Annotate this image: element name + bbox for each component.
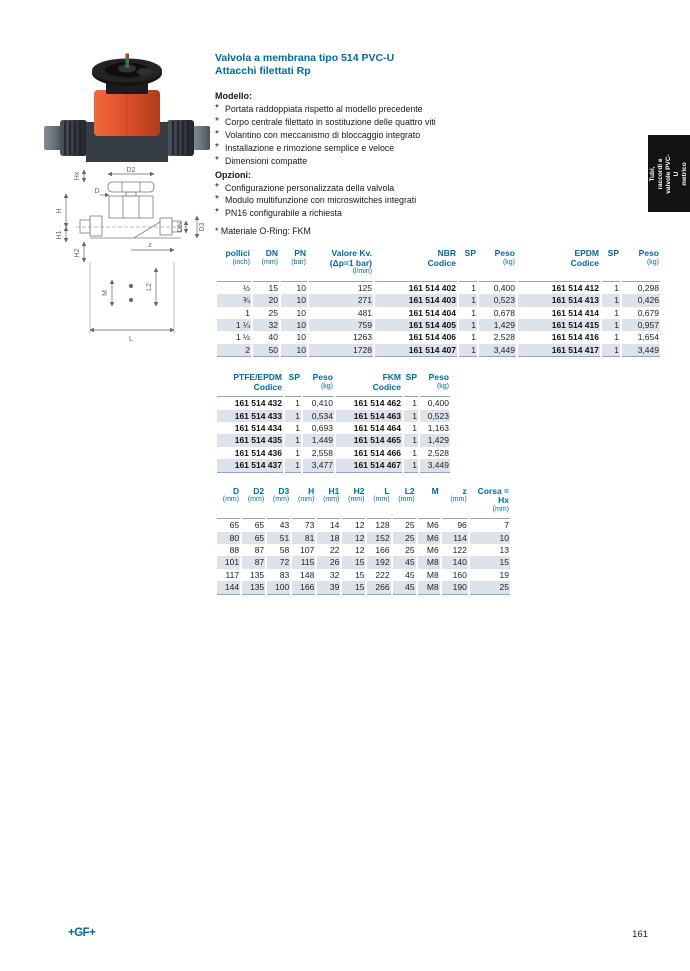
table-cell: 1728 xyxy=(309,344,373,357)
column-header: NBR Codice xyxy=(375,249,457,282)
table-cell: 161 514 402 xyxy=(408,282,456,293)
table-cell: M8 xyxy=(418,556,440,568)
table-cell: 0,400 xyxy=(493,282,515,293)
bullet-glyph: * xyxy=(215,207,219,219)
table-cell: 0,679 xyxy=(637,307,659,318)
table-cell: 0,523 xyxy=(420,410,450,422)
table-row xyxy=(217,581,510,594)
table-cell: 87 xyxy=(254,544,265,555)
table-row xyxy=(217,544,510,556)
table-row xyxy=(217,319,660,331)
table-cell: 161 514 415 xyxy=(518,319,600,331)
table-cell: 3,449 xyxy=(622,344,660,357)
table-cell: 148 xyxy=(300,569,315,580)
table-cell: 19 xyxy=(499,569,509,580)
bullet-text: Configurazione personalizzata della valvola xyxy=(225,182,395,193)
column-header: EPDM Codice xyxy=(518,249,600,282)
list-item xyxy=(215,129,662,142)
table-cell: 1,429 xyxy=(479,319,516,331)
column-header: FKM Codice xyxy=(336,373,402,397)
table-cell: 0,957 xyxy=(622,319,660,331)
table-cell: 80 xyxy=(217,532,240,544)
table-cell: 83 xyxy=(279,569,290,580)
table-cell: M6 xyxy=(426,544,439,555)
table-cell: ¾ xyxy=(217,294,251,306)
table-cell: 192 xyxy=(367,556,390,568)
table-cell: 15 xyxy=(268,282,278,293)
table-cell: 161 514 435 xyxy=(217,434,283,446)
column-header: z (mm) xyxy=(442,487,468,520)
table-cell: 1 xyxy=(404,459,418,472)
table-cell: 13 xyxy=(499,544,509,555)
table-cell: 161 514 464 xyxy=(353,423,401,433)
list-item xyxy=(215,142,662,155)
table-cell: M6 xyxy=(426,520,439,531)
table-cell: 117 xyxy=(225,569,240,580)
table-cell: 125 xyxy=(357,282,372,293)
column-header: Peso (kg) xyxy=(303,373,334,397)
table-cell: 88 xyxy=(229,544,240,555)
table-cell: 0,298 xyxy=(637,282,659,293)
column-header: SP xyxy=(404,373,418,397)
table-cell: 22 xyxy=(329,544,340,555)
table-row xyxy=(217,344,660,357)
table-cell: 58 xyxy=(279,544,290,555)
table-cell: 2,528 xyxy=(493,332,515,343)
list-item xyxy=(215,116,662,129)
page-title-line2: Attacchi filettati Rp xyxy=(215,65,311,77)
table-cell: 152 xyxy=(367,532,390,544)
table-cell: 161 514 463 xyxy=(336,410,402,422)
bullet-glyph: * xyxy=(215,128,219,140)
table-row xyxy=(217,459,450,472)
table-cell: 1,429 xyxy=(420,434,450,446)
table-cell: 107 xyxy=(300,544,315,555)
valve-outline xyxy=(76,182,186,334)
list-item xyxy=(215,182,662,195)
dim-label-m: M xyxy=(102,290,109,296)
table-cell: 65 xyxy=(242,532,265,544)
table-cell: 1 xyxy=(412,398,417,409)
position-indicator-pin xyxy=(126,56,130,68)
table-cell: 87 xyxy=(242,556,265,568)
column-header: L (mm) xyxy=(367,487,390,520)
table-cell: 0,400 xyxy=(427,398,449,409)
table-row xyxy=(217,282,660,294)
bullet-text: Installazione e rimozione semplice e veloce xyxy=(225,142,395,153)
table-cell: 1 ¼ xyxy=(217,319,251,331)
table-cell: 161 514 466 xyxy=(353,447,401,458)
table-cell: 271 xyxy=(309,294,373,306)
table-cell: 266 xyxy=(367,581,390,594)
table-cell: 72 xyxy=(267,556,290,568)
column-header: Peso (kg) xyxy=(479,249,516,282)
table-row xyxy=(217,397,450,409)
column-header: D (mm) xyxy=(217,487,240,520)
table-cell: 1,654 xyxy=(637,332,659,343)
table-cell: 3,477 xyxy=(303,459,334,472)
table-cell: 65 xyxy=(229,520,240,531)
table-cell: 0,693 xyxy=(311,423,333,433)
table-cell: 0,678 xyxy=(493,307,515,318)
dimensions-table xyxy=(215,487,512,595)
page-title-line1: Valvola a membrana tipo 514 PVC-U xyxy=(215,52,395,64)
table-cell: 12 xyxy=(342,532,365,544)
column-header: H1 (mm) xyxy=(317,487,340,520)
content-column xyxy=(215,52,662,595)
table-cell: 7 xyxy=(504,520,509,531)
table-cell: 1 xyxy=(245,307,250,318)
column-header: Peso (kg) xyxy=(622,249,660,282)
side-tab-line: Tubi, raccordi e xyxy=(649,157,664,190)
table-cell: 161 514 465 xyxy=(336,434,402,446)
table-cell: 190 xyxy=(442,581,468,594)
list-item xyxy=(215,194,662,207)
table-cell: 10 xyxy=(281,319,307,331)
table-cell: 128 xyxy=(375,520,390,531)
table-cell: 45 xyxy=(393,581,416,594)
table-cell: 161 514 462 xyxy=(353,398,401,409)
table-cell: 222 xyxy=(375,569,390,580)
table-cell: M8 xyxy=(426,569,439,580)
table-cell: 161 514 434 xyxy=(234,423,282,433)
table-cell: 3,449 xyxy=(420,459,450,472)
table-cell: 15 xyxy=(342,581,365,594)
table-cell: 1 xyxy=(412,447,417,458)
dim-label-h: H xyxy=(56,208,63,214)
table-cell: 43 xyxy=(279,520,290,531)
table-cell: 15 xyxy=(342,556,365,568)
table-cell: 1 xyxy=(471,332,476,343)
modello-label: Modello: xyxy=(215,91,252,101)
table-cell: 0,523 xyxy=(479,294,516,306)
list-item xyxy=(215,103,662,116)
table-cell: 0,534 xyxy=(303,410,334,422)
table-cell: 161 514 412 xyxy=(551,282,599,293)
chapter-side-tab-text xyxy=(649,153,689,195)
table-cell: 1,163 xyxy=(427,423,449,433)
table-cell: 1 xyxy=(285,434,301,446)
table-cell: 114 xyxy=(442,532,468,544)
union-nut-left xyxy=(60,120,87,156)
dim-label-l2: L2 xyxy=(146,283,153,291)
dim-label-dn: DN xyxy=(177,221,184,233)
table-cell: 45 xyxy=(405,569,415,580)
pipe-stub-left xyxy=(44,126,62,150)
table-row xyxy=(217,422,450,434)
table-row xyxy=(217,532,510,544)
table-cell: 161 514 414 xyxy=(551,307,599,318)
table-cell: 1 xyxy=(404,410,418,422)
table-cell: 73 xyxy=(304,520,315,531)
table-cell: 1 xyxy=(459,294,477,306)
table-cell: 161 514 437 xyxy=(217,459,283,472)
opzioni-list xyxy=(215,182,662,221)
table-row xyxy=(217,569,510,581)
column-header: H2 (mm) xyxy=(342,487,365,520)
table-cell: 32 xyxy=(329,569,340,580)
table-cell: 1 xyxy=(285,410,301,422)
dim-label-z: z xyxy=(148,242,152,249)
table-cell: 1 xyxy=(614,282,619,293)
table-cell: 1 xyxy=(471,307,476,318)
table-cell: 166 xyxy=(292,581,315,594)
dim-label-h2: H2 xyxy=(74,248,81,258)
table-cell: 1 xyxy=(412,423,417,433)
oring-footnote: * Materiale O-Ring: FKM xyxy=(215,226,311,237)
table-cell: 32 xyxy=(253,319,279,331)
table-cell: 40 xyxy=(268,332,278,343)
bullet-text: Portata raddoppiata rispetto al modello precedente xyxy=(225,104,423,114)
gf-logo: +GF+ xyxy=(68,927,96,939)
table-row xyxy=(217,519,510,531)
table-cell: 10 xyxy=(296,307,306,318)
dim-label-d2: D2 xyxy=(126,167,136,174)
dim-label-l: L xyxy=(129,336,133,343)
page-number: 161 xyxy=(632,929,648,940)
table-cell: 122 xyxy=(452,544,467,555)
table-cell: 1 xyxy=(295,398,300,409)
dim-label-d3: D3 xyxy=(199,222,206,232)
kv-codes-table xyxy=(215,249,662,357)
table-cell: 1 xyxy=(602,319,620,331)
bullet-text: Dimensioni compatte xyxy=(225,155,308,166)
dim-label-d: D xyxy=(94,188,100,195)
column-header: SP xyxy=(602,249,620,282)
dimension-lines xyxy=(66,170,197,330)
table-cell: 161 514 432 xyxy=(234,398,282,409)
chapter-side-tab xyxy=(648,135,690,212)
table-cell: 3,449 xyxy=(479,344,516,357)
table-cell: 25 xyxy=(405,544,415,555)
modello-list xyxy=(215,103,662,168)
table-row xyxy=(217,410,450,422)
table-row xyxy=(217,556,510,568)
table-cell: 12 xyxy=(355,544,365,555)
list-item xyxy=(215,207,662,220)
table-cell: 161 514 407 xyxy=(375,344,457,357)
table-cell: ½ xyxy=(242,282,250,293)
table-cell: 10 xyxy=(281,344,307,357)
table-cell: 161 514 413 xyxy=(518,294,600,306)
table-cell: 1 xyxy=(459,344,477,357)
bullet-text: Volantino con meccanismo di bloccaggio integrato xyxy=(225,129,421,140)
table-row xyxy=(217,294,660,306)
table-cell: 2,558 xyxy=(311,447,333,458)
table-cell: 20 xyxy=(253,294,279,306)
table-cell: 14 xyxy=(329,520,340,531)
table-cell: 10 xyxy=(296,282,306,293)
dim-label-h1: H1 xyxy=(56,230,63,240)
table-cell: 1263 xyxy=(353,332,372,343)
table-cell: 115 xyxy=(292,556,315,568)
table-cell: 25 xyxy=(405,520,415,531)
table-cell: 140 xyxy=(442,556,468,568)
table-cell: 81 xyxy=(292,532,315,544)
table-cell: 10 xyxy=(470,532,510,544)
table-cell: 1 xyxy=(295,447,300,458)
table-cell: 96 xyxy=(457,520,467,531)
table-row xyxy=(217,434,450,446)
bullet-glyph: * xyxy=(215,103,219,114)
column-header: PTFE/EPDM Codice xyxy=(217,373,283,397)
column-header: M xyxy=(418,487,440,520)
union-nut-right xyxy=(167,120,194,156)
table-cell: 12 xyxy=(355,520,365,531)
table-cell: 1 xyxy=(404,434,418,446)
table-cell: 100 xyxy=(267,581,290,594)
table-cell: 1 xyxy=(602,294,620,306)
table-row xyxy=(217,331,660,343)
bullet-glyph: * xyxy=(215,194,219,206)
side-tab-line: metrico xyxy=(681,161,688,186)
table-cell: 51 xyxy=(267,532,290,544)
table-cell: 759 xyxy=(309,319,373,331)
column-header: H (mm) xyxy=(292,487,315,520)
table-cell: 0,426 xyxy=(622,294,660,306)
table-cell: 0,410 xyxy=(311,398,333,409)
table-cell: 101 xyxy=(217,556,240,568)
table-cell: 25 xyxy=(470,581,510,594)
table-cell: 1 xyxy=(471,282,476,293)
table-cell: 50 xyxy=(253,344,279,357)
table-cell: 25 xyxy=(268,307,278,318)
table-cell: 166 xyxy=(375,544,390,555)
table-row xyxy=(217,307,660,319)
list-item xyxy=(215,155,662,168)
table-cell: 1,449 xyxy=(303,434,334,446)
table-cell: 26 xyxy=(317,556,340,568)
column-header: DN (mm) xyxy=(253,249,279,282)
table-cell: 39 xyxy=(317,581,340,594)
table-cell: 161 514 436 xyxy=(234,447,282,458)
column-header: D3 (mm) xyxy=(267,487,290,520)
table-cell: 25 xyxy=(393,532,416,544)
pipe-stub-right xyxy=(192,126,210,150)
column-header: SP xyxy=(285,373,301,397)
table-cell: 161 514 433 xyxy=(217,410,283,422)
bullet-text: PN16 configurabile a richiesta xyxy=(225,208,342,219)
table-cell: 1 xyxy=(602,344,620,357)
table-row xyxy=(217,447,450,459)
table-cell: 161 514 406 xyxy=(408,332,456,343)
table-cell: 1 xyxy=(285,459,301,472)
table-cell: 1 xyxy=(614,332,619,343)
table-cell: 2 xyxy=(217,344,251,357)
table-cell: 161 514 467 xyxy=(336,459,402,472)
table-cell: 161 514 404 xyxy=(408,307,456,318)
table-cell: 45 xyxy=(393,556,416,568)
ptfe-fkm-codes-table xyxy=(215,373,452,472)
table-cell: 1 xyxy=(295,423,300,433)
column-header: Valore Kv. (Δp=1 bar) (l/min) xyxy=(309,249,373,282)
bullet-glyph: * xyxy=(215,154,219,166)
bullet-text: Corpo centrale filettato in sostituzione delle quattro viti xyxy=(225,116,436,127)
table-cell: 1 xyxy=(459,319,477,331)
opzioni-label: Opzioni: xyxy=(215,169,251,180)
table-cell: 65 xyxy=(254,520,265,531)
table-cell: 481 xyxy=(357,307,372,318)
table-cell: 15 xyxy=(470,556,510,568)
table-cell: 10 xyxy=(281,294,307,306)
table-cell: 135 xyxy=(249,569,265,580)
bullet-glyph: * xyxy=(215,141,219,153)
table-cell: 2,528 xyxy=(427,447,449,458)
table-cell: M6 xyxy=(418,532,440,544)
column-header: D2 (mm) xyxy=(242,487,265,520)
table-cell: 161 514 403 xyxy=(375,294,457,306)
table-cell: 15 xyxy=(355,569,365,580)
dim-label-hx: Hx xyxy=(74,171,81,181)
column-header: PN (bar) xyxy=(281,249,307,282)
table-cell: 10 xyxy=(296,332,306,343)
table-cell: 144 xyxy=(217,581,240,594)
bullet-glyph: * xyxy=(215,181,219,193)
table-cell: 160 xyxy=(452,569,467,580)
table-cell: 1 xyxy=(614,307,619,318)
table-cell: 161 514 405 xyxy=(375,319,457,331)
table-cell: 135 xyxy=(242,581,265,594)
valve-product-photo xyxy=(42,46,212,174)
column-header: L2 (mm) xyxy=(393,487,416,520)
table-cell: 1 ½ xyxy=(235,332,250,343)
side-tab-line: valvole PVC-U xyxy=(665,153,680,194)
table-cell: 18 xyxy=(317,532,340,544)
column-header: SP xyxy=(459,249,477,282)
bullet-glyph: * xyxy=(215,115,219,127)
table-cell: 161 514 417 xyxy=(518,344,600,357)
technical-drawing xyxy=(34,166,232,344)
column-header: pollici (inch) xyxy=(217,249,251,282)
bullet-text: Modulo multifunzione con microswitches integrati xyxy=(225,195,417,206)
table-cell: M8 xyxy=(418,581,440,594)
table-cell: 161 514 416 xyxy=(551,332,599,343)
column-header: Corsa = Hx (mm) xyxy=(470,487,510,520)
column-header: Peso (kg) xyxy=(420,373,450,397)
